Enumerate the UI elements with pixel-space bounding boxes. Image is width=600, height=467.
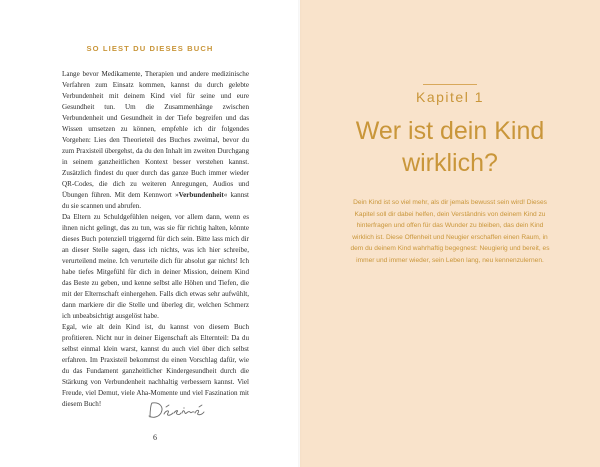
chapter-title: Wer ist dein Kind wirklich? <box>355 117 545 177</box>
body-text <box>62 69 249 410</box>
paragraph-3: Egal, wie alt dein Kind ist, du kannst von diesem Buch profitieren. Nicht nur in deiner Eigenschaft als Elternteil: Da du selbst einmal klein warst, kannst du auch viel über dich selbst erfahren. Im Praxisteil bekommst du einen Vorschlag dafür, wie du das Fundament ganzheitlicher Kindergesundheit durch die Stärkung von Verbundenheit nachhaltig verbessern kannst. Viel Freude, viel Demut, viele Aha-Momente und viel Faszination mit diesem Buch! <box>62 323 249 408</box>
paragraph-1-text: Lange bevor Medikamente, Therapien und andere medizinische Verfahren zum Einsatz kommen, kannst du durch gelebte Verbundenheit mit deinem Kind viel für seine und eure Gesundheit tun. Um die Zusammenhänge zwischen Verbundenheit und Gesundheit in der Tiefe begreifen und das Wissen umsetzen zu können, empfehle ich dir folgendes Vorgehen: Lies den Theorieteil des Buches zweimal, bevor du zum Praxisteil übergehst, da du den Inhalt im zweiten Durchgang in seinem ganzheitlichen Kontext besser verstehen kannst. Zusätzlich findest du quer durch das ganze Buch immer wieder QR-Codes, die dich zu weiteren Anregungen, Audios und Übungen führen. Mit dem Kennwort » <box>62 70 249 199</box>
page-gutter <box>298 0 302 467</box>
paragraph-2: Da Eltern zu Schuldgefühlen neigen, vor allem dann, wenn es ihnen nicht gelingt, das zu tun, was sie für richtig halten, könnte dieses Buch potenziell triggernd für dich sein. Bitte lass mich dir an dieser Stelle sagen, dass ich nichts, was ich hier schreibe, verurteilend meine. Ich verurteile dich für absolut gar nichts! Ich habe tiefes Mitgefühl für dich in deiner Mission, deinem Kind das Beste zu geben, und kenne selbst alle Höhen und Tiefen, die mit der Elternschaft einhergehen. Falls dich etwas sehr aufwühlt, dann markiere dir die Stelle und überleg dir, welchen Schmerz ich unbeabsichtigt ausgelöst habe. <box>62 213 249 320</box>
chapter-intro: Dein Kind ist so viel mehr, als dir jemals bewusst sein wird! Dieses Kapitel soll dir dabei helfen, dein Verständnis von deinem Kind zu hinterfragen und offen für das Wunder zu bleiben, das dein Kind wirklich ist. Diese Offenheit und Neugier erschaffen einen Raum, in dem du deinem Kind wahrhaftig begegnest: Neugierig und bereit, es immer und immer wieder, sein Leben lang, neu kennenzulernen. <box>350 199 550 264</box>
paragraph-1 <box>62 69 249 212</box>
right-page <box>300 0 600 467</box>
signature-image <box>146 398 226 422</box>
section-header: SO LIEST DU DIESES BUCH <box>86 44 214 53</box>
keyword: Verbundenheit <box>178 191 224 199</box>
chapter-label: Kapitel 1 <box>416 89 484 105</box>
chapter-divider <box>423 84 477 85</box>
page-number: 6 <box>153 433 157 442</box>
paragraph-1-end: « kannst du sie scannen und abrufen. <box>62 191 249 210</box>
